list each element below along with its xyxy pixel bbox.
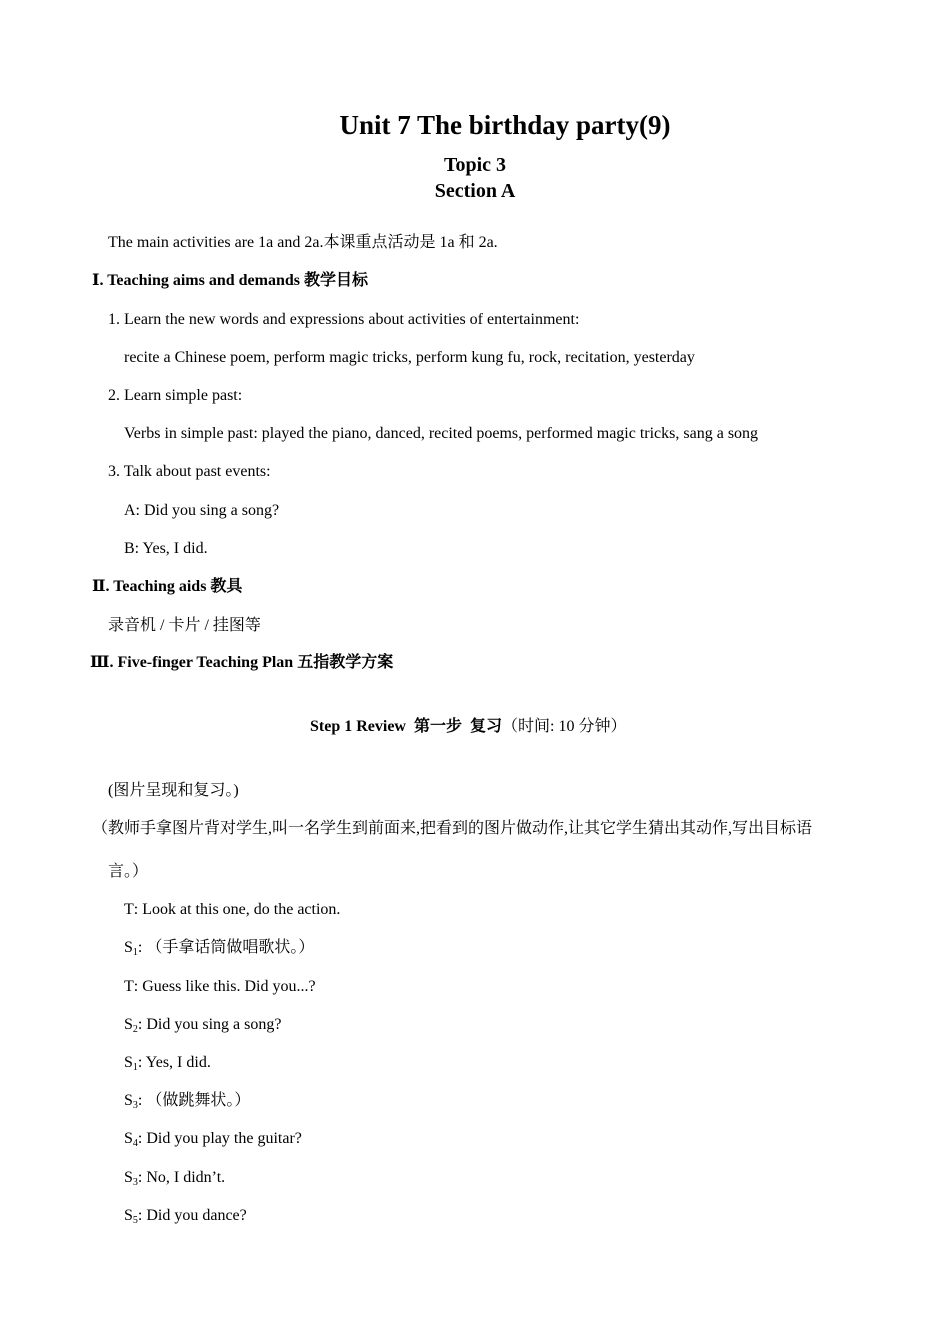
dialogue-line: $S_5$: Did you dance? <box>124 1207 247 1226</box>
dialogue-line: $S_2$: Did you sing a song? <box>124 1016 282 1035</box>
aims-item-2: 2. Learn simple past: <box>108 387 243 404</box>
section-heading: Section A <box>434 180 516 202</box>
plan-heading: Ⅲ. Five-finger Teaching Plan 五指教学方案 <box>90 654 394 671</box>
topic-heading: Topic 3 <box>443 154 507 176</box>
step1-heading <box>310 717 626 737</box>
aims-heading: Ⅰ. Teaching aims and demands 教学目标 <box>92 272 368 289</box>
aids-content: 录音机 / 卡片 / 挂图等 <box>108 617 261 634</box>
dialogue-line: $S_1$: （手拿话筒做唱歌状。） <box>124 939 315 958</box>
aims-item-1: 1. Learn the new words and expressions about activities of entertainment: <box>108 311 580 328</box>
aims-item-1-detail: recite a Chinese poem, perform magic tricks, perform kung fu, rock, recitation, yesterday <box>124 349 695 366</box>
dialogue-line: $S_3$: （做跳舞状。） <box>124 1092 251 1111</box>
step1-label: Step 1 Review 第一步 复习 <box>310 718 502 735</box>
dialogue-line: $S_4$: Did you play the guitar? <box>124 1130 302 1149</box>
intro-text: The main activities are 1a and 2a.本课重点活动是 1a 和 2a. <box>108 234 498 251</box>
aims-item-3: 3. Talk about past events: <box>108 463 271 480</box>
aids-heading: Ⅱ. Teaching aids 教具 <box>92 578 243 595</box>
step1-note-2-line2: 言。） <box>108 863 149 880</box>
page-title: Unit 7 The birthday party(9) <box>339 110 671 140</box>
dialogue-line: $S_1$: Yes, I did. <box>124 1054 211 1073</box>
dialogue-line: T: Guess like this. Did you...? <box>124 978 316 995</box>
aims-item-3-b: B: Yes, I did. <box>124 540 208 557</box>
dialogue-line: T: Look at this one, do the action. <box>124 901 341 918</box>
step1-note-1: (图片呈现和复习。) <box>108 782 239 799</box>
aims-item-2-detail: Verbs in simple past: played the piano, danced, recited poems, performed magic tricks, sang a song <box>124 425 759 442</box>
step1-time: （时间: 10 分钟） <box>502 718 627 735</box>
aims-item-3-a: A: Did you sing a song? <box>124 502 280 519</box>
step1-note-2-line1: （教师手拿图片背对学生,叫一名学生到前面来,把看到的图片做动作,让其它学生猜出其动作,写出目标语 <box>92 820 813 837</box>
dialogue-line: $S_3$: No, I didn’t. <box>124 1169 226 1188</box>
